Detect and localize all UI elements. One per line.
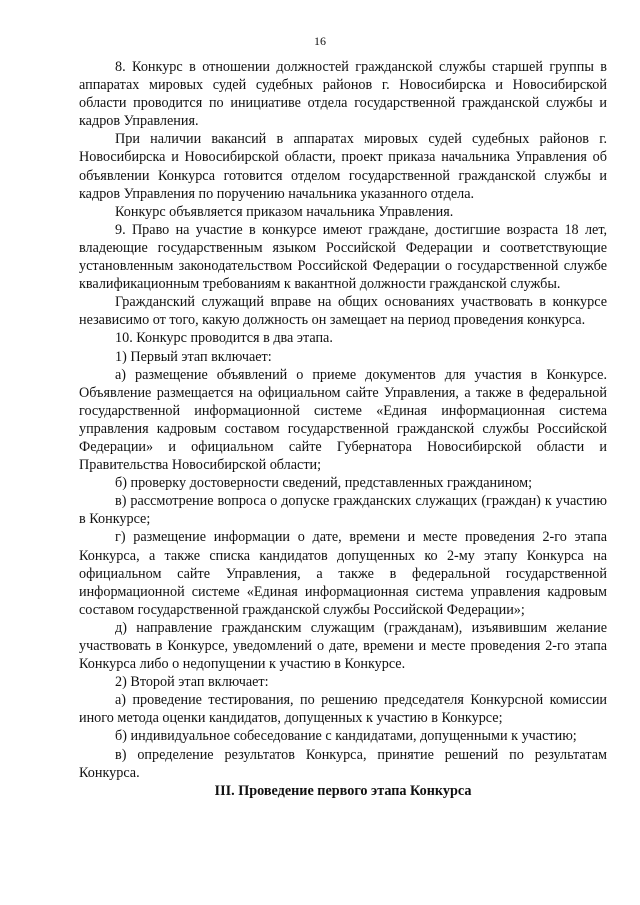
paragraph: а) размещение объявлений о приеме документов для участия в Конкурсе. Объявление размещается на официальном сайте Управления, а также в федеральной государственной информационной системе «Единая информационная система управления кадровым составом государственной гражданской службы Российской Федерации» и официальном сайте Губернатора Новосибирской области и Правительства Новосибирской области; (79, 366, 607, 474)
paragraph: Конкурс объявляется приказом начальника Управления. (115, 203, 454, 220)
paragraph: б) индивидуальное собеседование с кандидатами, допущенными к участию; (115, 728, 577, 745)
section-heading: III. Проведение первого этапа Конкурса (214, 782, 472, 799)
paragraph: в) рассмотрение вопроса о допуске гражданских служащих (граждан) к участию в Конкурсе; (79, 493, 607, 528)
paragraph: 10. Конкурс проводится в два этапа. (115, 330, 333, 347)
paragraph: г) размещение информации о дате, времени и месте проведения 2-го этапа Конкурса, а также списка кандидатов допущенных ко 2-му этапу Конкурса на официальном сайте Управления, а также в федеральной государственной информационной системе «Единая информационная система управления кадровым составом государственной гражданской службы Российской Федерации»; (79, 529, 607, 618)
paragraph: д) направление гражданским служащим (гражданам), изъявившим желание участвовать в Конкурсе, уведомлений о дате, времени и месте проведения 2-го этапа Конкурса либо о недопущении к участию в Конкурсе. (79, 619, 607, 673)
paragraph: Гражданский служащий вправе на общих основаниях участвовать в конкурсе независимо от того, какую должность он замещает на период проведения конкурса. (79, 294, 607, 329)
paragraph: 2) Второй этап включает: (115, 674, 269, 691)
document-body (79, 58, 607, 800)
paragraph: 8. Конкурс в отношении должностей гражданской службы старшей группы в аппаратах мировых судей судебных районов г. Новосибирска и Новосибирской области проводится по инициативе отдела государственной гражданской службы и кадров Управления. (79, 59, 607, 130)
paragraph: 9. Право на участие в конкурсе имеют граждане, достигшие возраста 18 лет, владеющие государственным языком Российской Федерации и соответствующие установленным законодательством Российской Федерации о государственной службе квалификационным требованиям к вакантной должности гражданской службы. (79, 221, 607, 293)
paragraph: При наличии вакансий в аппаратах мировых судей судебных районов г. Новосибирска и Новосибирской области, проект приказа начальника Управления об объявлении Конкурса готовится отделом государственной гражданской службы и кадров Управления по поручению начальника указанного отдела. (79, 131, 607, 202)
paragraph: 1) Первый этап включает: (115, 348, 272, 365)
paragraph: б) проверку достоверности сведений, представленных гражданином; (115, 475, 533, 492)
paragraph: а) проведение тестирования, по решению председателя Конкурсной комиссии иного метода оценки кандидатов, допущенных к участию в Конкурсе; (79, 692, 607, 727)
page-number: 16 (314, 34, 326, 48)
paragraph: в) определение результатов Конкурса, принятие решений по результатам Конкурса. (79, 746, 607, 781)
